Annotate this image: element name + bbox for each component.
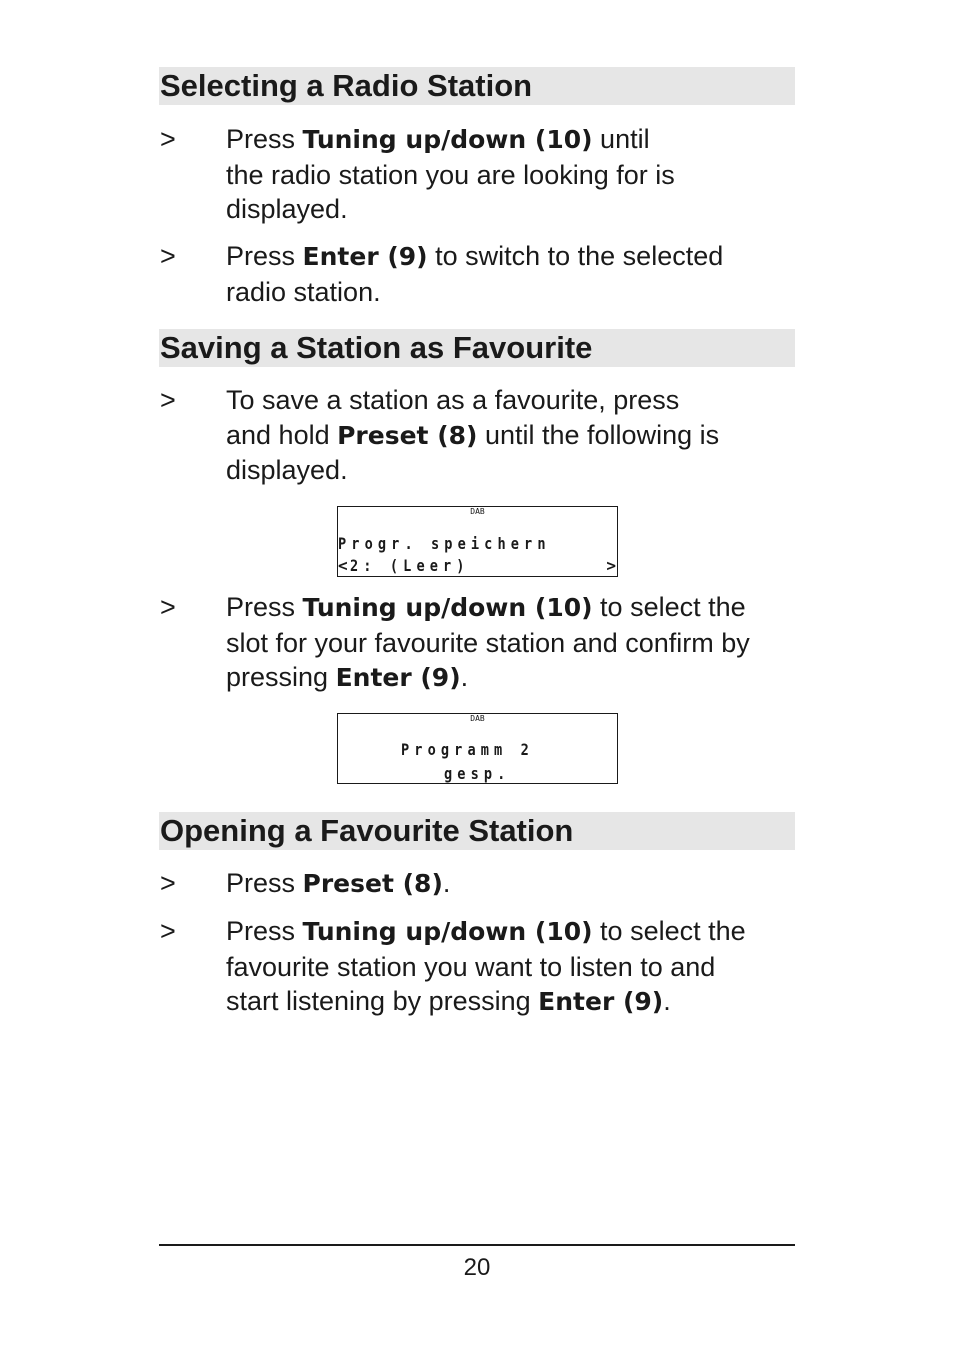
lcd-line-1: Progr. speichern bbox=[338, 534, 551, 553]
key-name: Enter (9) bbox=[335, 663, 461, 692]
step-item bbox=[159, 866, 799, 902]
step-item bbox=[159, 914, 799, 1020]
step-text: Press Tuning up/down (10) until the radio station you are looking for is displayed. bbox=[226, 124, 675, 224]
step-marker: > bbox=[160, 124, 176, 154]
lcd-right-arrow: > bbox=[606, 556, 616, 575]
key-name: Tuning up/down (10) bbox=[302, 593, 593, 622]
step-text: Press Tuning up/down (10) to select the slot for your favourite station and confirm by pressing Enter (9). bbox=[226, 592, 750, 692]
step-marker: > bbox=[160, 385, 176, 415]
step-text: Press Tuning up/down (10) to select the favourite station you want to listen to and start listening by pressing Enter (9). bbox=[226, 916, 746, 1016]
lcd-display-save-prompt bbox=[337, 506, 618, 577]
step-text: To save a station as a favourite, press and hold Preset (8) until the following is displayed. bbox=[226, 385, 720, 485]
page-number: 20 bbox=[463, 1254, 491, 1281]
footer-rule bbox=[159, 1244, 795, 1246]
dab-indicator: DAB bbox=[470, 507, 485, 516]
step-marker: > bbox=[160, 916, 176, 946]
key-name: Enter (9) bbox=[302, 242, 428, 271]
step-marker: > bbox=[160, 592, 176, 622]
key-name: Preset (8) bbox=[337, 420, 478, 450]
step-item bbox=[159, 239, 799, 309]
step-text: Press Preset (8). bbox=[226, 868, 451, 898]
lcd-line-2: 2: (Leer) bbox=[350, 556, 470, 575]
lcd-line-1: Programm 2 bbox=[401, 740, 534, 759]
step-marker: > bbox=[160, 241, 176, 271]
lcd-display-saved bbox=[337, 713, 618, 784]
step-item bbox=[159, 383, 799, 488]
section-heading-opening-favourite: Opening a Favourite Station bbox=[159, 812, 795, 850]
key-name: Tuning up/down (10) bbox=[302, 125, 593, 154]
step-item bbox=[159, 122, 799, 227]
step-text: Press Enter (9) to switch to the selected radio station. bbox=[226, 241, 724, 307]
lcd-line-2: gesp. bbox=[444, 764, 511, 783]
section-heading-saving-favourite: Saving a Station as Favourite bbox=[159, 329, 795, 367]
dab-indicator: DAB bbox=[470, 714, 485, 723]
key-name: Tuning up/down (10) bbox=[302, 917, 593, 946]
section-heading-selecting-station: Selecting a Radio Station bbox=[159, 67, 795, 105]
lcd-left-arrow: < bbox=[338, 556, 348, 575]
step-item bbox=[159, 590, 799, 696]
key-name: Preset (8) bbox=[302, 869, 443, 898]
key-name: Enter (9) bbox=[538, 987, 664, 1016]
step-marker: > bbox=[160, 868, 176, 898]
